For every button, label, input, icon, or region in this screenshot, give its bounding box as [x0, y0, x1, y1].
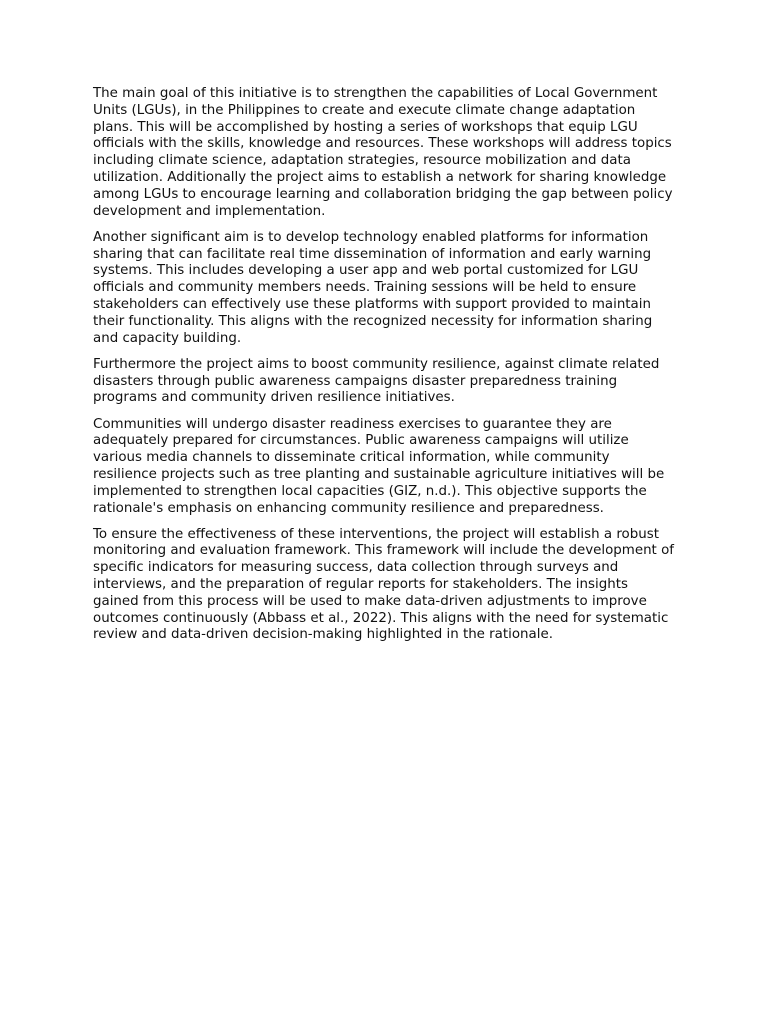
paragraph-monitoring-evaluation: To ensure the effectiveness of these interventions, the project will establish a robust monitoring and evaluation framework. This framework will include the development of specific indicators for measuring success, data collection through surveys and interviews, and the preparation of regular reports for stakeholders. The insights gained from this process will be used to make data-driven adjustments to improve outcomes continuously (Abbass et al., 2022). This aligns with the need for systematic review and data-driven decision-making highlighted in the rationale. — [93, 526, 674, 643]
paragraph-disaster-readiness: Communities will undergo disaster readiness exercises to guarantee they are adequately prepared for circumstances. Public awareness campaigns will utilize various media channels to disseminate critical information, while community resilience projects such as tree planting and sustainable agriculture initiatives will be implemented to strengthen local capacities (GIZ, n.d.). This objective supports the rationale's emphasis on enhancing community resilience and preparedness. — [93, 416, 665, 516]
document-page — [93, 86, 675, 654]
paragraph-community-resilience: Furthermore the project aims to boost community resilience, against climate related disasters through public awareness campaigns disaster preparedness training programs and community driven resilience initiatives. — [93, 356, 660, 406]
paragraph-technology-platforms: Another significant aim is to develop technology enabled platforms for information sharing that can facilitate real time dissemination of information and early warning systems. This includes developing a user app and web portal customized for LGU officials and community members needs. Training sessions will be held to ensure stakeholders can effectively use these platforms with support provided to maintain their functionality. This aligns with the recognized necessity for information sharing and capacity building. — [93, 229, 653, 346]
paragraph-goal: The main goal of this initiative is to strengthen the capabilities of Local Government Units (LGUs), in the Philippines to create and execute climate change adaptation plans. This will be accomplished by hosting a series of workshops that equip LGU officials with the skills, knowledge and resources. These workshops will address topics including climate science, adaptation strategies, resource mobilization and data utilization. Additionally the project aims to establish a network for sharing knowledge among LGUs to encourage learning and collaboration bridging the gap between policy development and implementation. — [93, 86, 673, 219]
